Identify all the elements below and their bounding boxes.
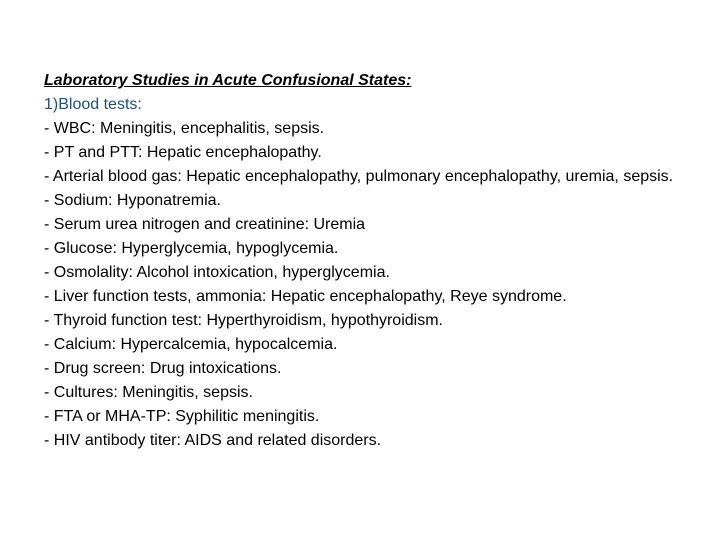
- list-item-osmolality: - Osmolality: Alcohol intoxication, hyperglycemia.: [44, 264, 390, 281]
- list-item-liver-function: - Liver function tests, ammonia: Hepatic encephalopathy, Reye syndrome.: [44, 288, 567, 305]
- list-item-arterial-blood-gas: - Arterial blood gas: Hepatic encephalopathy, pulmonary encephalopathy, uremia, sepsis.: [44, 168, 674, 185]
- lab-test-list: [44, 117, 674, 453]
- list-item-cultures: - Cultures: Meningitis, sepsis.: [44, 384, 253, 401]
- list-item-hiv-antibody: - HIV antibody titer: AIDS and related disorders.: [44, 432, 382, 449]
- list-item-sodium: - Sodium: Hyponatremia.: [44, 192, 221, 209]
- slide-title: Laboratory Studies in Acute Confusional States:: [44, 72, 412, 89]
- list-item-pt-ptt: - PT and PTT: Hepatic encephalopathy.: [44, 144, 322, 161]
- list-item-fta-mha-tp: - FTA or MHA-TP: Syphilitic meningitis.: [44, 408, 320, 425]
- list-item-calcium: - Calcium: Hypercalcemia, hypocalcemia.: [44, 336, 338, 353]
- section-heading-blood-tests: 1)Blood tests:: [44, 96, 142, 113]
- list-item-drug-screen: - Drug screen: Drug intoxications.: [44, 360, 282, 377]
- list-item-thyroid-function: - Thyroid function test: Hyperthyroidism, hypothyroidism.: [44, 312, 443, 329]
- list-item-wbc: - WBC: Meningitis, encephalitis, sepsis.: [44, 120, 325, 137]
- list-item-glucose: - Glucose: Hyperglycemia, hypoglycemia.: [44, 240, 339, 257]
- slide-content: [44, 69, 674, 453]
- list-item-serum-urea-nitrogen: - Serum urea nitrogen and creatinine: Uremia: [44, 216, 366, 233]
